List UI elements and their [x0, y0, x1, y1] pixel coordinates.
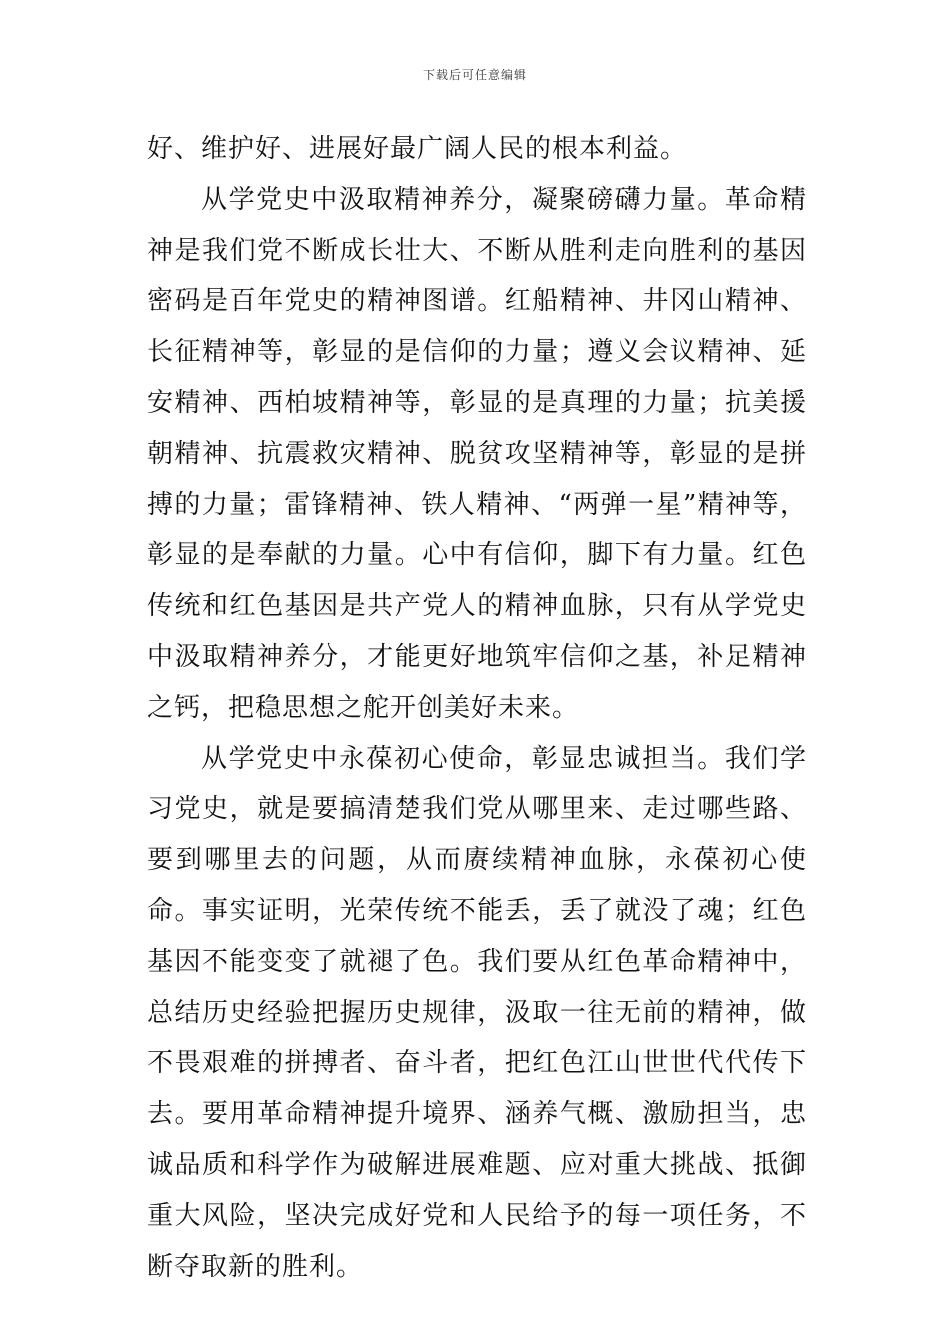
paragraph-1: 好、维护好、进展好最广阔人民的根本利益。: [147, 134, 688, 164]
paragraph-2: 从学党史中汲取精神养分，凝聚磅礴力量。革命精神是我们党不断成长壮大、不断从胜利走向胜利的基因密码是百年党史的精神图谱。红船精神、井冈山精神、长征精神等，彰显的是信仰的力量；遵义会议精神、延安精神、西柏坡精神等，彰显的是真理的力量；抗美援朝精神、抗震救灾精神、脱贫攻坚精神等，彰显的是拼搏的力量；雷锋精神、铁人精神、“两弹一星”精神等，彰显的是奉献的力量。心中有信仰，脚下有力量。红色传统和红色基因是共产党人的精神血脉，只有从学党史中汲取精神养分，才能更好地筑牢信仰之基，补足精神之钙，把稳思想之舵开创美好未来。: [147, 184, 807, 723]
paragraph-3: 从学党史中永葆初心使命，彰显忠诚担当。我们学习党史，就是要搞清楚我们党从哪里来、走过哪些路、要到哪里去的问题，从而赓续精神血脉，永葆初心使命。事实证明，光荣传统不能丢，丢了就没了魂；红色基因不能变变了就褪了色。我们要从红色革命精神中，总结历史经验把握历史规律，汲取一往无前的精神，做不畏艰难的拼搏者、奋斗者，把红色江山世世代代传下去。要用革命精神提升境界、涵养气概、激励担当，忠诚品质和科学作为破解进展难题、应对重大挑战、抵御重大风险，坚决完成好党和人民给予的每一项任务，不断夺取新的胜利。: [147, 743, 807, 1282]
header-note: 下载后可任意编辑: [422, 68, 527, 82]
document-body: [147, 124, 807, 1292]
